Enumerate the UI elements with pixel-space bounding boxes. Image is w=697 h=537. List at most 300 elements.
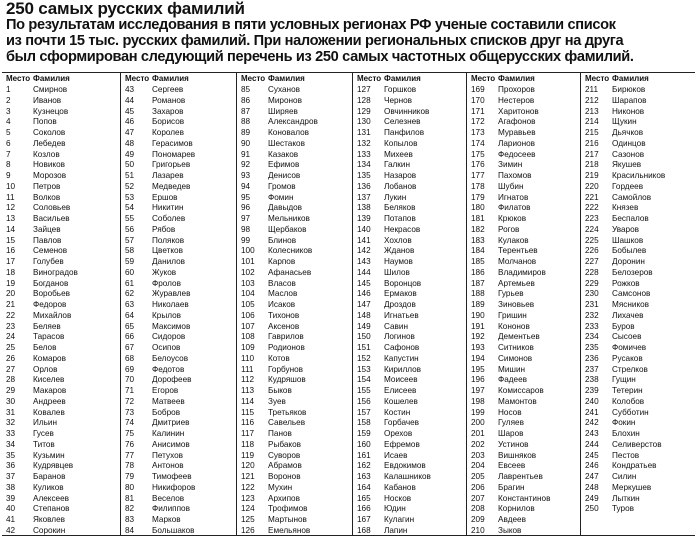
table-row <box>467 214 580 225</box>
table-row <box>237 193 352 204</box>
table-row <box>121 365 236 376</box>
surname-cell: Жданов <box>384 246 415 256</box>
surname-cell: Игнатов <box>498 192 529 202</box>
surname-cell: Буров <box>612 321 635 331</box>
surname-cell: Филиппов <box>152 504 190 514</box>
rank-cell: 211 <box>585 85 599 94</box>
column-header <box>467 73 580 85</box>
rank-cell: 59 <box>125 257 135 266</box>
rank-cell: 109 <box>241 343 255 352</box>
table-row <box>467 85 580 96</box>
surname-cell: Наумов <box>384 257 413 266</box>
table-row <box>2 203 120 214</box>
surname-cell: Максимов <box>152 321 191 331</box>
surname-cell: Григорьев <box>152 160 191 170</box>
table-row <box>581 322 695 333</box>
rank-cell: 95 <box>241 192 251 202</box>
table-row <box>581 429 695 440</box>
rank-cell: 230 <box>585 289 599 299</box>
rank-cell: 93 <box>241 171 251 180</box>
table-row <box>353 117 466 128</box>
rank-cell: 92 <box>241 160 251 170</box>
rank-cell: 71 <box>125 386 135 395</box>
rank-cell: 3 <box>6 106 11 116</box>
rank-cell: 217 <box>585 149 599 159</box>
rank-cell: 72 <box>125 396 135 406</box>
rank-cell: 160 <box>357 439 371 449</box>
table-row <box>2 494 120 505</box>
table-row <box>353 289 466 300</box>
surname-cell: Степанов <box>33 504 70 514</box>
table-row <box>237 408 352 419</box>
surname-cell: Авдеев <box>498 515 526 524</box>
table-row <box>121 408 236 419</box>
surname-cell: Матвеев <box>152 396 185 406</box>
surname-cell: Денисов <box>268 171 301 180</box>
rank-cell: 152 <box>357 353 371 363</box>
surname-cell: Красильников <box>612 171 666 180</box>
surname-cell: Соболев <box>152 214 186 223</box>
surname-cell: Жуков <box>152 267 177 277</box>
surname-cell: Игнатьев <box>384 310 419 320</box>
table-row <box>121 193 236 204</box>
surname-cell: Кулаков <box>498 235 529 245</box>
table-row <box>353 182 466 193</box>
surname-cell: Лебедев <box>33 138 66 148</box>
rank-cell: 80 <box>125 482 135 492</box>
header-place: Место <box>585 74 610 83</box>
table-row <box>467 472 580 483</box>
surname-cell: Маслов <box>268 289 298 299</box>
rank-cell: 170 <box>471 95 485 105</box>
surname-cell: Исаев <box>384 450 408 460</box>
table-row <box>353 279 466 290</box>
rank-cell: 100 <box>241 246 255 256</box>
table-row <box>2 117 120 128</box>
surname-cell: Соколов <box>33 128 66 137</box>
table-row <box>237 322 352 333</box>
table-row <box>353 85 466 96</box>
rank-cell: 194 <box>471 353 485 363</box>
surname-cell: Ларионов <box>498 138 536 148</box>
table-row <box>121 354 236 365</box>
table-row <box>581 203 695 214</box>
rank-cell: 245 <box>585 450 599 460</box>
surname-cell: Мартынов <box>268 515 307 524</box>
surname-cell: Ширяев <box>268 106 298 116</box>
rank-cell: 13 <box>6 214 16 223</box>
table-row <box>121 139 236 150</box>
table-row <box>2 128 120 139</box>
table-row <box>581 171 695 182</box>
table-row <box>2 214 120 225</box>
table-row <box>581 85 695 96</box>
rank-cell: 141 <box>357 235 371 245</box>
surname-cell: Васильев <box>33 214 70 223</box>
rank-cell: 2 <box>6 95 11 105</box>
surname-cell: Тимофеев <box>152 472 192 481</box>
table-row <box>2 311 120 322</box>
table-row <box>353 504 466 515</box>
rank-cell: 163 <box>357 472 371 481</box>
rank-cell: 241 <box>585 407 599 417</box>
surname-cell: Ситников <box>498 343 534 352</box>
table-column <box>120 73 236 535</box>
table-row <box>581 246 695 257</box>
surname-cell: Казаков <box>268 149 299 159</box>
surname-cell: Филатов <box>498 203 531 213</box>
rank-cell: 77 <box>125 450 135 460</box>
header-place: Место <box>357 74 382 83</box>
rank-cell: 205 <box>471 472 485 481</box>
surname-cell: Калинин <box>152 429 185 438</box>
rank-cell: 197 <box>471 386 485 395</box>
table-row <box>353 150 466 161</box>
rank-cell: 164 <box>357 482 371 492</box>
table-row <box>2 257 120 268</box>
table-row <box>581 494 695 505</box>
table-row <box>121 451 236 462</box>
surname-cell: Миронов <box>268 95 302 105</box>
rank-cell: 30 <box>6 396 16 406</box>
surname-cell: Фомичев <box>612 343 647 352</box>
table-row <box>581 289 695 300</box>
rank-cell: 131 <box>357 128 371 137</box>
table-row <box>237 440 352 451</box>
surname-cell: Лазарев <box>152 171 184 180</box>
rank-cell: 97 <box>241 214 251 223</box>
table-row <box>2 365 120 376</box>
rank-cell: 128 <box>357 95 371 105</box>
rank-cell: 209 <box>471 515 485 524</box>
table-row <box>353 408 466 419</box>
rank-cell: 242 <box>585 418 599 428</box>
surname-cell: Прохоров <box>498 85 535 94</box>
table-row <box>353 193 466 204</box>
rank-cell: 101 <box>241 257 255 266</box>
surname-cell: Белозеров <box>612 267 653 277</box>
rank-cell: 150 <box>357 332 371 342</box>
table-row <box>121 246 236 257</box>
surname-cell: Андреев <box>33 396 66 406</box>
surname-cell: Субботин <box>612 407 649 417</box>
surname-cell: Тихонов <box>268 310 300 320</box>
table-row <box>237 246 352 257</box>
table-row <box>353 107 466 118</box>
rank-cell: 175 <box>471 149 485 159</box>
rank-cell: 78 <box>125 461 135 471</box>
rank-cell: 86 <box>241 95 251 105</box>
surname-cell: Егоров <box>152 386 179 395</box>
table-row <box>121 150 236 161</box>
table-row <box>2 268 120 279</box>
rank-cell: 28 <box>6 375 16 385</box>
table-row <box>353 515 466 526</box>
surname-cell: Александров <box>268 117 318 127</box>
table-row <box>581 150 695 161</box>
table-row <box>237 386 352 397</box>
table-row <box>121 461 236 472</box>
surname-cell: Носков <box>384 493 412 503</box>
table-row <box>581 300 695 311</box>
article-title: 250 самых русских фамилий <box>6 0 245 18</box>
rank-cell: 193 <box>471 343 485 352</box>
surname-cell: Бобров <box>152 407 181 417</box>
rank-cell: 5 <box>6 128 11 137</box>
table-row <box>237 182 352 193</box>
table-row <box>2 429 120 440</box>
table-row <box>2 139 120 150</box>
surname-cell: Зыков <box>498 525 522 535</box>
rank-cell: 154 <box>357 375 371 385</box>
rank-cell: 203 <box>471 450 485 460</box>
table-row <box>353 171 466 182</box>
table-row <box>237 375 352 386</box>
rank-cell: 110 <box>241 353 255 363</box>
surname-cell: Королев <box>152 128 184 137</box>
table-row <box>353 246 466 257</box>
surname-table <box>2 72 695 536</box>
rank-cell: 118 <box>241 439 255 449</box>
surname-cell: Шубин <box>498 181 524 191</box>
rank-cell: 8 <box>6 160 11 170</box>
table-column <box>236 73 352 535</box>
rank-cell: 244 <box>585 439 599 449</box>
table-row <box>2 332 120 343</box>
surname-cell: Сорокин <box>33 525 66 535</box>
table-row <box>121 257 236 268</box>
table-row <box>467 365 580 376</box>
table-row <box>581 117 695 128</box>
rank-cell: 70 <box>125 375 135 385</box>
table-row <box>237 461 352 472</box>
rank-cell: 31 <box>6 407 16 417</box>
surname-cell: Юдин <box>384 504 406 514</box>
table-row <box>237 332 352 343</box>
rank-cell: 34 <box>6 439 16 449</box>
table-row <box>467 526 580 537</box>
surname-cell: Данилов <box>152 257 185 266</box>
rank-cell: 119 <box>241 450 255 460</box>
table-row <box>353 225 466 236</box>
rank-cell: 64 <box>125 310 135 320</box>
surname-cell: Муравьев <box>498 128 536 137</box>
rank-cell: 37 <box>6 472 16 481</box>
table-row <box>581 279 695 290</box>
surname-cell: Фадеев <box>498 375 528 385</box>
surname-cell: Владимиров <box>498 267 546 277</box>
surname-cell: Зимин <box>498 160 523 170</box>
table-row <box>121 203 236 214</box>
rank-cell: 130 <box>357 117 371 127</box>
surname-cell: Константинов <box>498 493 551 503</box>
table-row <box>2 160 120 171</box>
rank-cell: 116 <box>241 418 255 428</box>
rank-cell: 134 <box>357 160 371 170</box>
table-row <box>2 375 120 386</box>
rank-cell: 172 <box>471 117 485 127</box>
table-row <box>121 504 236 515</box>
surname-cell: Родионов <box>268 343 305 352</box>
surname-cell: Горшков <box>384 85 417 94</box>
rank-cell: 162 <box>357 461 371 471</box>
surname-cell: Макаров <box>33 386 67 395</box>
rank-cell: 74 <box>125 418 135 428</box>
table-row <box>121 311 236 322</box>
surname-cell: Орехов <box>384 429 413 438</box>
surname-cell: Молчанов <box>498 257 537 266</box>
surname-cell: Никитин <box>152 203 184 213</box>
table-row <box>353 203 466 214</box>
surname-cell: Анисимов <box>152 439 190 449</box>
table-row <box>237 504 352 515</box>
surname-cell: Калашников <box>384 472 431 481</box>
surname-cell: Шашков <box>612 235 644 245</box>
surname-cell: Белов <box>33 343 57 352</box>
table-row <box>581 343 695 354</box>
rank-cell: 121 <box>241 472 255 481</box>
rank-cell: 1 <box>6 85 11 94</box>
rank-cell: 151 <box>357 343 371 352</box>
surname-cell: Зиновьев <box>498 300 535 309</box>
header-surname: Фамилия <box>498 74 535 83</box>
intro-line: из почти 15 тыс. русских фамилий. При наложении региональных списков друг на друга <box>6 32 624 49</box>
surname-cell: Мельников <box>268 214 310 223</box>
surname-cell: Романов <box>152 95 186 105</box>
table-row <box>467 311 580 322</box>
table-row <box>581 375 695 386</box>
table-row <box>581 461 695 472</box>
surname-cell: Шестаков <box>268 138 305 148</box>
surname-cell: Блохин <box>612 429 640 438</box>
table-row <box>237 451 352 462</box>
table-row <box>237 203 352 214</box>
table-row <box>353 397 466 408</box>
surname-cell: Одинцов <box>612 138 646 148</box>
rank-cell: 239 <box>585 386 599 395</box>
table-row <box>121 279 236 290</box>
surname-cell: Рожков <box>612 278 640 288</box>
rank-cell: 15 <box>6 235 16 245</box>
surname-cell: Лихачев <box>612 310 644 320</box>
table-row <box>237 214 352 225</box>
surname-cell: Поляков <box>152 235 185 245</box>
surname-cell: Исаков <box>268 300 296 309</box>
rank-cell: 231 <box>585 300 599 309</box>
rank-cell: 36 <box>6 461 16 471</box>
surname-cell: Симонов <box>498 353 533 363</box>
surname-cell: Лыткин <box>612 493 640 503</box>
table-row <box>237 494 352 505</box>
table-row <box>237 526 352 537</box>
rank-cell: 105 <box>241 300 255 309</box>
surname-cell: Котов <box>268 353 290 363</box>
table-row <box>467 203 580 214</box>
table-row <box>2 440 120 451</box>
surname-cell: Попов <box>33 117 57 127</box>
surname-cell: Фролов <box>152 278 181 288</box>
rank-cell: 125 <box>241 515 255 524</box>
rank-cell: 155 <box>357 386 371 395</box>
surname-cell: Воронцов <box>384 278 422 288</box>
surname-cell: Шилов <box>384 267 410 277</box>
table-row <box>2 289 120 300</box>
table-row <box>121 472 236 483</box>
table-row <box>467 107 580 118</box>
surname-cell: Щукин <box>612 117 637 127</box>
table-row <box>581 408 695 419</box>
rank-cell: 250 <box>585 504 599 514</box>
rank-cell: 138 <box>357 203 371 213</box>
table-row <box>353 139 466 150</box>
surname-cell: Крылов <box>152 310 181 320</box>
surname-cell: Зайцев <box>33 224 61 234</box>
surname-cell: Волков <box>33 192 61 202</box>
surname-cell: Селезнев <box>384 117 421 127</box>
rank-cell: 210 <box>471 525 485 535</box>
rank-cell: 179 <box>471 192 485 202</box>
table-row <box>237 128 352 139</box>
table-row <box>237 343 352 354</box>
surname-cell: Кузьмин <box>33 450 65 460</box>
surname-cell: Силин <box>612 472 637 481</box>
column-header <box>353 73 466 85</box>
rank-cell: 148 <box>357 310 371 320</box>
surname-cell: Воронов <box>268 472 301 481</box>
table-row <box>2 526 120 537</box>
surname-cell: Ильин <box>33 418 58 428</box>
table-row <box>237 418 352 429</box>
surname-cell: Абрамов <box>268 461 302 471</box>
rank-cell: 236 <box>585 353 599 363</box>
table-row <box>581 483 695 494</box>
table-row <box>121 268 236 279</box>
surname-cell: Панов <box>268 429 292 438</box>
rank-cell: 56 <box>125 224 135 234</box>
rank-cell: 63 <box>125 300 135 309</box>
rank-cell: 173 <box>471 128 485 137</box>
rank-cell: 187 <box>471 278 485 288</box>
table-row <box>581 472 695 483</box>
table-row <box>2 397 120 408</box>
rank-cell: 42 <box>6 525 16 535</box>
rank-cell: 61 <box>125 278 135 288</box>
rank-cell: 213 <box>585 106 599 116</box>
rank-cell: 208 <box>471 504 485 514</box>
surname-cell: Лапин <box>384 525 408 535</box>
surname-cell: Федоров <box>33 300 67 309</box>
header-place: Место <box>241 74 266 83</box>
table-row <box>2 300 120 311</box>
rank-cell: 144 <box>357 267 371 277</box>
surname-cell: Комиссаров <box>498 386 544 395</box>
rank-cell: 249 <box>585 493 599 503</box>
rank-cell: 32 <box>6 418 16 428</box>
rank-cell: 106 <box>241 310 255 320</box>
surname-cell: Ермаков <box>384 289 417 299</box>
rank-cell: 159 <box>357 429 371 438</box>
rank-cell: 212 <box>585 95 599 105</box>
table-row <box>467 257 580 268</box>
surname-cell: Коновалов <box>268 128 309 137</box>
surname-cell: Рыбаков <box>268 439 301 449</box>
table-row <box>2 322 120 333</box>
rank-cell: 136 <box>357 181 371 191</box>
surname-cell: Уваров <box>612 224 640 234</box>
surname-cell: Кондратьев <box>612 461 657 471</box>
rank-cell: 26 <box>6 353 16 363</box>
table-row <box>467 504 580 515</box>
